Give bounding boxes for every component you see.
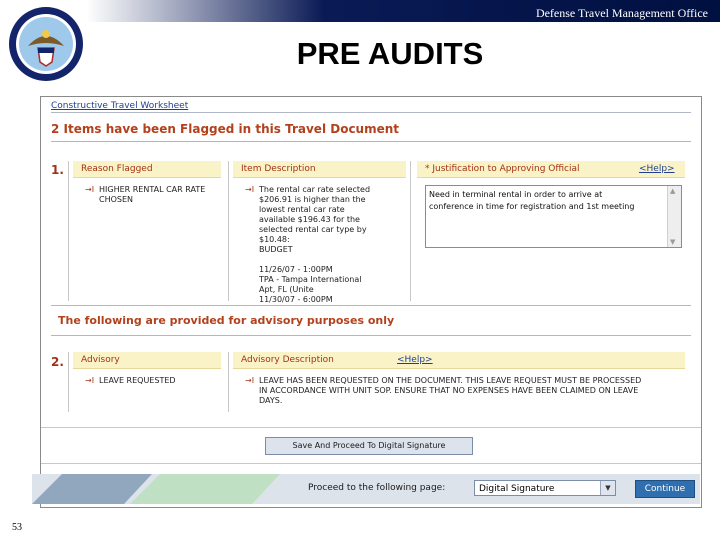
slide-title: PRE AUDITS [296, 36, 484, 71]
help-link[interactable]: <Help> [639, 164, 675, 174]
col-justification: * Justification to Approving Official <Help> [417, 161, 685, 178]
justification-textarea[interactable] [425, 185, 682, 248]
help-link[interactable]: <Help> [397, 355, 433, 365]
constructive-worksheet-link[interactable]: Constructive Travel Worksheet [51, 101, 189, 111]
divider [68, 161, 69, 301]
scroll-up-icon[interactable]: ▲ [670, 187, 676, 195]
content-area [41, 97, 701, 464]
brand-text: Defense Travel Management Office [535, 6, 708, 20]
divider [410, 161, 411, 301]
advisory-text: LEAVE REQUESTED [99, 376, 176, 385]
page-select-value: Digital Signature [479, 484, 555, 494]
continue-button[interactable]: Continue [635, 480, 695, 498]
col-advisory: Advisory [73, 352, 221, 369]
divider [68, 352, 69, 412]
chevron-down-icon[interactable]: ▼ [600, 481, 615, 495]
flagged-title: 2 Items have been Flagged in this Travel Document [51, 122, 400, 136]
save-proceed-button[interactable]: Save And Proceed To Digital Signature [265, 437, 473, 455]
divider [228, 352, 229, 412]
divider [51, 335, 691, 336]
item-number: 2. [51, 355, 64, 369]
advisory-title: The following are provided for advisory purposes only [58, 314, 395, 327]
col-reason-flagged: Reason Flagged [73, 161, 221, 178]
scroll-down-icon[interactable]: ▼ [670, 238, 676, 246]
footer-tab-green [130, 474, 280, 504]
divider [51, 112, 691, 113]
bullet-icon: →I [85, 185, 95, 194]
footer-tab-blue [32, 474, 152, 504]
page-number: 53 [12, 522, 22, 533]
divider [51, 305, 691, 306]
page-select[interactable] [474, 480, 616, 496]
textarea-scrollbar[interactable] [667, 186, 681, 247]
col-advisory-description: Advisory Description <Help> [233, 352, 685, 369]
divider [228, 161, 229, 301]
bullet-icon: →I [245, 185, 255, 194]
reason-text: HIGHER RENTAL CAR RATE CHOSEN [99, 185, 206, 204]
col-item-description: Item Description [233, 161, 406, 178]
justification-text: Need in terminal rental in order to arrive at conference in time for registration and 1st meeting [429, 190, 635, 211]
proceed-label: Proceed to the following page: [308, 483, 446, 493]
advisory-description-text: LEAVE HAS BEEN REQUESTED ON THE DOCUMENT. THIS LEAVE REQUEST MUST BE PROCESSED IN ACCORDANCE WITH UNIT SOP. ENSURE THAT NO EXPENSES HAVE BEEN CLAIMED ON LEAVE DAYS. [259, 376, 642, 405]
divider [51, 141, 691, 142]
bullet-icon: →I [245, 376, 255, 385]
item-number: 1. [51, 163, 64, 177]
screenshot-frame [40, 96, 702, 508]
footer-bar [32, 474, 700, 504]
bullet-icon: →I [85, 376, 95, 385]
dod-seal-icon [8, 6, 84, 82]
item-description-text: The rental car rate selected $206.91 is higher than the lowest rental car rate available $196.43 for the selected rental car type by $10.48: BUDGET 11/26/07 - 1:00PM TPA - Tampa International Apt, FL (Unite 11/30/07 - 6:00PM [259, 185, 371, 304]
divider [41, 427, 701, 428]
